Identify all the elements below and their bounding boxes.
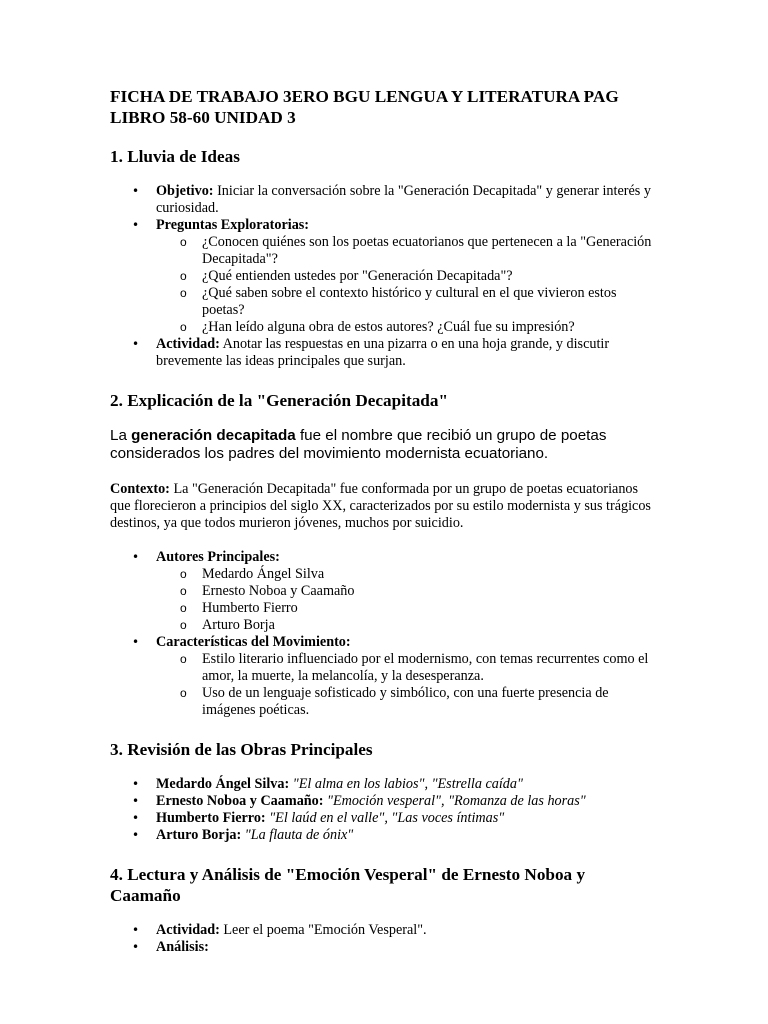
actividad-text: Leer el poema "Emoción Vesperal". [219, 922, 427, 938]
obras-list [110, 776, 658, 844]
obra-author: Ernesto Noboa y Caamaño: [156, 793, 324, 809]
list-item: o Medardo Ángel Silva [156, 566, 658, 583]
list-item: o ¿Qué entienden ustedes por "Generación Decapitada"? [156, 268, 658, 285]
obra-works: "La flauta de ónix" [244, 827, 354, 843]
list-item: o Uso de un lenguaje sofisticado y simbólico, con una fuerte presencia de imágenes poéticas. [156, 685, 658, 719]
list-item-actividad [110, 336, 658, 370]
autores-list [156, 566, 658, 634]
list-item: o Ernesto Noboa y Caamaño [156, 583, 658, 600]
preguntas-list [156, 234, 658, 336]
list-item-analisis [110, 939, 658, 956]
section-1-heading: 1. Lluvia de Ideas [110, 147, 240, 166]
section-1-list [110, 183, 658, 370]
section-2-heading: 2. Explicación de la "Generación Decapitada" [110, 391, 448, 410]
obra-works: "El alma en los labios", "Estrella caída" [292, 776, 523, 792]
intro-paragraph [110, 427, 658, 463]
section-3-heading: 3. Revisión de las Obras Principales [110, 740, 373, 759]
caracteristicas-label: Características del Movimiento: [156, 634, 351, 650]
intro-bold: generación decapitada [131, 427, 296, 444]
list-item-actividad [110, 922, 658, 939]
obra-author: Humberto Fierro: [156, 810, 266, 826]
contexto-paragraph [110, 481, 658, 532]
list-item-caracteristicas [110, 634, 658, 719]
intro-pre: La [110, 427, 132, 444]
analisis-label: Análisis: [156, 939, 209, 955]
caracteristicas-list [156, 651, 658, 719]
list-item: o ¿Qué saben sobre el contexto histórico y cultural en el que vivieron estos poetas? [156, 285, 658, 319]
list-item: o Estilo literario influenciado por el modernismo, con temas recurrentes como el amor, la muerte, la melancolía, y la desesperanza. [156, 651, 658, 685]
list-item: o Humberto Fierro [156, 600, 658, 617]
list-item-obra [110, 776, 658, 793]
obra-works: "El laúd en el valle", "Las voces íntimas" [269, 810, 505, 826]
autores-label: Autores Principales: [156, 549, 280, 565]
preguntas-label: Preguntas Exploratorias: [156, 217, 310, 233]
objetivo-label: Objetivo: [156, 183, 214, 199]
obra-author: Arturo Borja: [156, 827, 242, 843]
list-item: o ¿Conocen quiénes son los poetas ecuatorianos que pertenecen a la "Generación Decapitada"? [156, 234, 658, 268]
list-item-objetivo [110, 183, 658, 217]
list-item-obra [110, 810, 658, 827]
list-item: o ¿Han leído alguna obra de estos autores? ¿Cuál fue su impresión? [156, 319, 658, 336]
list-item-preguntas [110, 217, 658, 336]
section-4-list [110, 922, 658, 956]
actividad-label: Actividad: [156, 336, 220, 352]
contexto-label: Contexto: [110, 481, 170, 497]
obra-author: Medardo Ángel Silva: [156, 776, 290, 792]
list-item: o Arturo Borja [156, 617, 658, 634]
intro-post: fue el nombre que recibió un grupo de poetas considerados los padres del movimiento modernista ecuatoriano. [110, 427, 607, 462]
document-title: FICHA DE TRABAJO 3ERO BGU LENGUA Y LITERATURA PAG LIBRO 58-60 UNIDAD 3 [110, 87, 619, 127]
list-item-obra [110, 793, 658, 810]
obra-works: "Emoción vesperal", "Romanza de las horas" [327, 793, 586, 809]
actividad-label: Actividad: [156, 922, 220, 938]
list-item-obra [110, 827, 658, 844]
contexto-text: La "Generación Decapitada" fue conformada por un grupo de poetas ecuatorianos que florecieron a principios del siglo XX, caracterizados por su estilo modernista y sus trágicos destinos, ya que todos murieron jóvenes, muchos por suicidio. [110, 481, 651, 531]
objetivo-text: Iniciar la conversación sobre la "Generación Decapitada" y generar interés y curiosidad. [156, 183, 651, 216]
actividad-text: Anotar las respuestas en una pizarra o en una hoja grande, y discutir brevemente las ideas principales que surjan. [156, 336, 610, 369]
section-4-heading: 4. Lectura y Análisis de "Emoción Vesperal" de Ernesto Noboa y Caamaño [110, 865, 586, 905]
section-2-list [110, 549, 658, 719]
list-item-autores [110, 549, 658, 634]
